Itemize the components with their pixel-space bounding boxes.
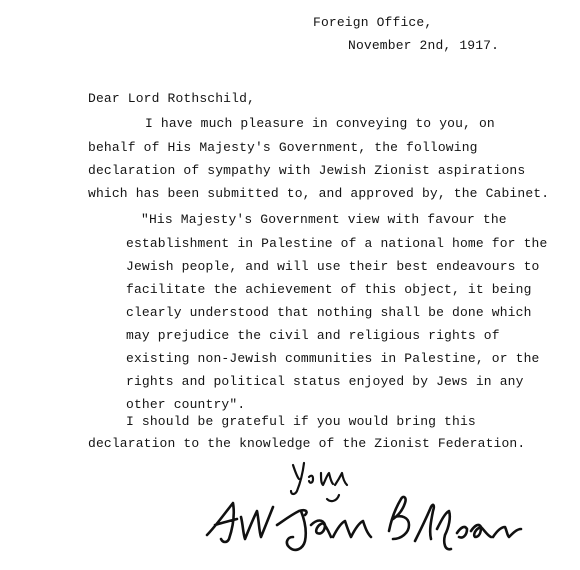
- declaration-line: clearly understood that nothing shall be done which: [126, 305, 532, 320]
- declaration-line: facilitate the achievement of this object, it being: [126, 282, 532, 297]
- signature-drawing: [205, 455, 535, 555]
- intro-line: I have much pleasure in conveying to you, on: [145, 116, 495, 131]
- intro-line: which has been submitted to, and approved by, the Cabinet.: [88, 186, 550, 201]
- declaration-line: "His Majesty's Government view with favour the: [141, 212, 507, 227]
- intro-line: declaration of sympathy with Jewish Zionist aspirations: [88, 163, 526, 178]
- signature-valediction: [291, 463, 347, 501]
- declaration-line: existing non-Jewish communities in Palestine, or the: [126, 351, 540, 366]
- closing-line: declaration to the knowledge of the Zionist Federation.: [88, 436, 526, 451]
- signature-name: [207, 497, 521, 550]
- closing-line: I should be grateful if you would bring this: [126, 414, 476, 429]
- salutation: Dear Lord Rothschild,: [88, 91, 255, 106]
- declaration-line: may prejudice the civil and religious rights of: [126, 328, 500, 343]
- declaration-line: other country".: [126, 397, 246, 412]
- letterhead-office: Foreign Office,: [313, 15, 433, 30]
- letter-date: November 2nd, 1917.: [348, 38, 500, 53]
- intro-line: behalf of His Majesty's Government, the following: [88, 140, 478, 155]
- declaration-line: Jewish people, and will use their best endeavours to: [126, 259, 540, 274]
- declaration-line: establishment in Palestine of a national home for the: [126, 236, 548, 251]
- declaration-line: rights and political status enjoyed by Jews in any: [126, 374, 524, 389]
- handwritten-signature: [205, 455, 535, 555]
